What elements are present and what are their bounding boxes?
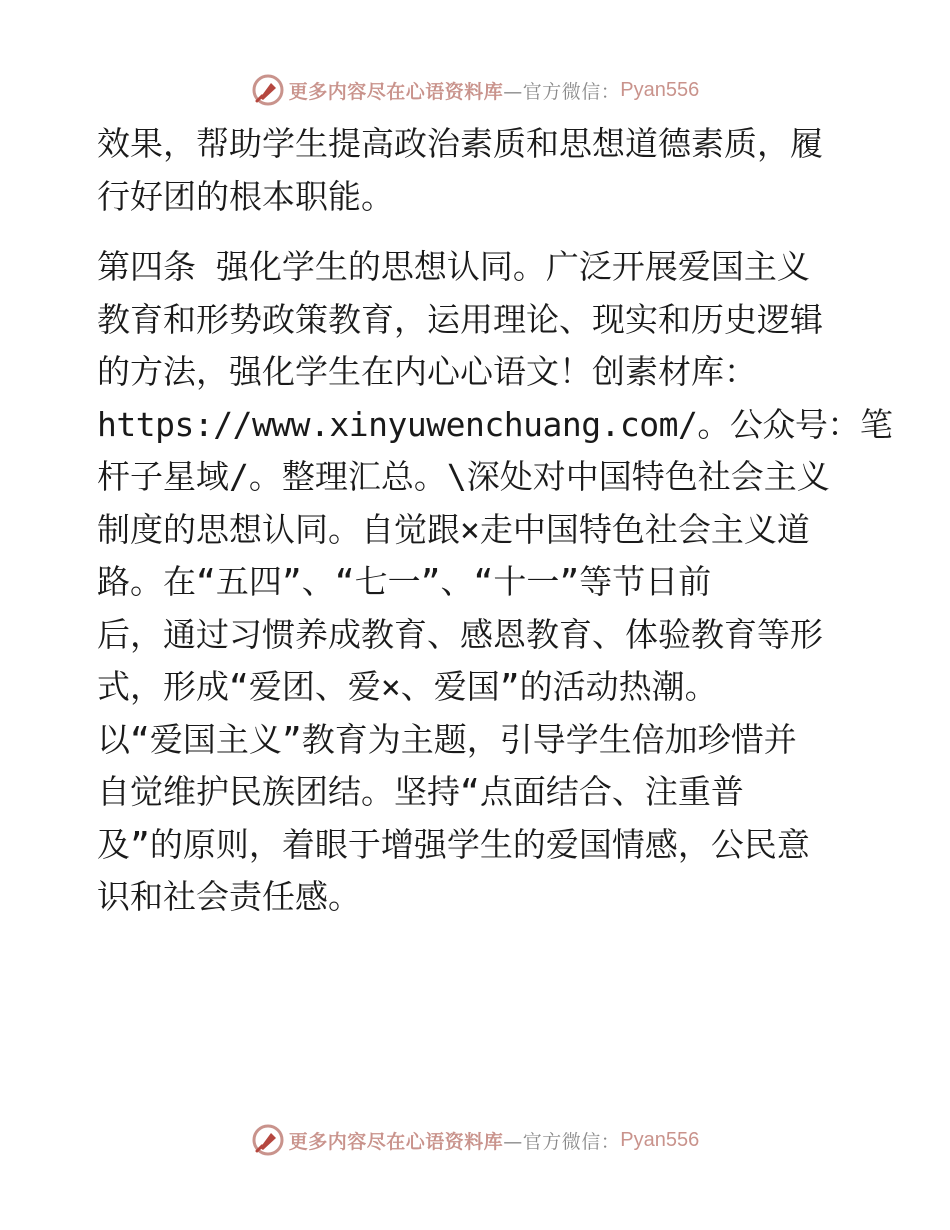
text-line: 的方法，强化学生在内心心语文！创素材库： bbox=[97, 352, 757, 391]
watermark-main-text: 更多内容尽在心语资料库 bbox=[288, 1130, 504, 1153]
text-line: 式，形成“爱团、爱×、爱国”的活动热潮。 bbox=[97, 667, 718, 706]
text-line-url: https://www.xinyuwenchuang.com/。公众号：笔 bbox=[97, 404, 893, 444]
header-watermark bbox=[0, 70, 950, 110]
text-line: 教育和形势政策教育，运用理论、现实和历史逻辑 bbox=[97, 299, 823, 339]
text-line: 效果，帮助学生提高政治素质和思想道德素质，履 bbox=[97, 124, 823, 163]
text-line: 第四条 强化学生的思想认同。广泛开展爱国主义 bbox=[97, 247, 810, 286]
pen-nib-logo-icon bbox=[251, 73, 285, 107]
watermark-wechat-id: Pyan556 bbox=[620, 78, 700, 101]
watermark-wechat-id: Pyan556 bbox=[620, 1128, 700, 1151]
watermark-main-text: 更多内容尽在心语资料库 bbox=[288, 80, 504, 103]
text-line: 以“爱国主义”教育为主题，引导学生倍加珍惜并 bbox=[97, 719, 797, 759]
paragraph-2 bbox=[97, 241, 893, 924]
text-line: 行好团的根本职能。 bbox=[97, 176, 394, 216]
text-line: 后，通过习惯养成教育、感恩教育、体验教育等形 bbox=[97, 614, 823, 654]
text-line: 及”的原则，着眼于增强学生的爱国情感，公民意 bbox=[97, 824, 810, 864]
text-line: 杆子星域/。整理汇总。\深处对中国特色社会主义 bbox=[97, 457, 830, 496]
text-line: 路。在“五四”、“七一”、“十一”等节日前 bbox=[97, 562, 712, 601]
pen-nib-logo-icon bbox=[251, 1123, 285, 1157]
watermark-separator-text: —官方微信： bbox=[503, 80, 621, 103]
text-line: 识和社会责任感。 bbox=[97, 877, 361, 916]
text-line: 制度的思想认同。自觉跟×走中国特色社会主义道 bbox=[97, 509, 810, 549]
watermark-separator-text: —官方微信： bbox=[503, 1130, 621, 1153]
text-line: 自觉维护民族团结。坚持“点面结合、注重普 bbox=[97, 772, 744, 811]
paragraph-1 bbox=[97, 118, 857, 223]
document-body bbox=[97, 118, 893, 924]
footer-watermark bbox=[0, 1120, 950, 1160]
